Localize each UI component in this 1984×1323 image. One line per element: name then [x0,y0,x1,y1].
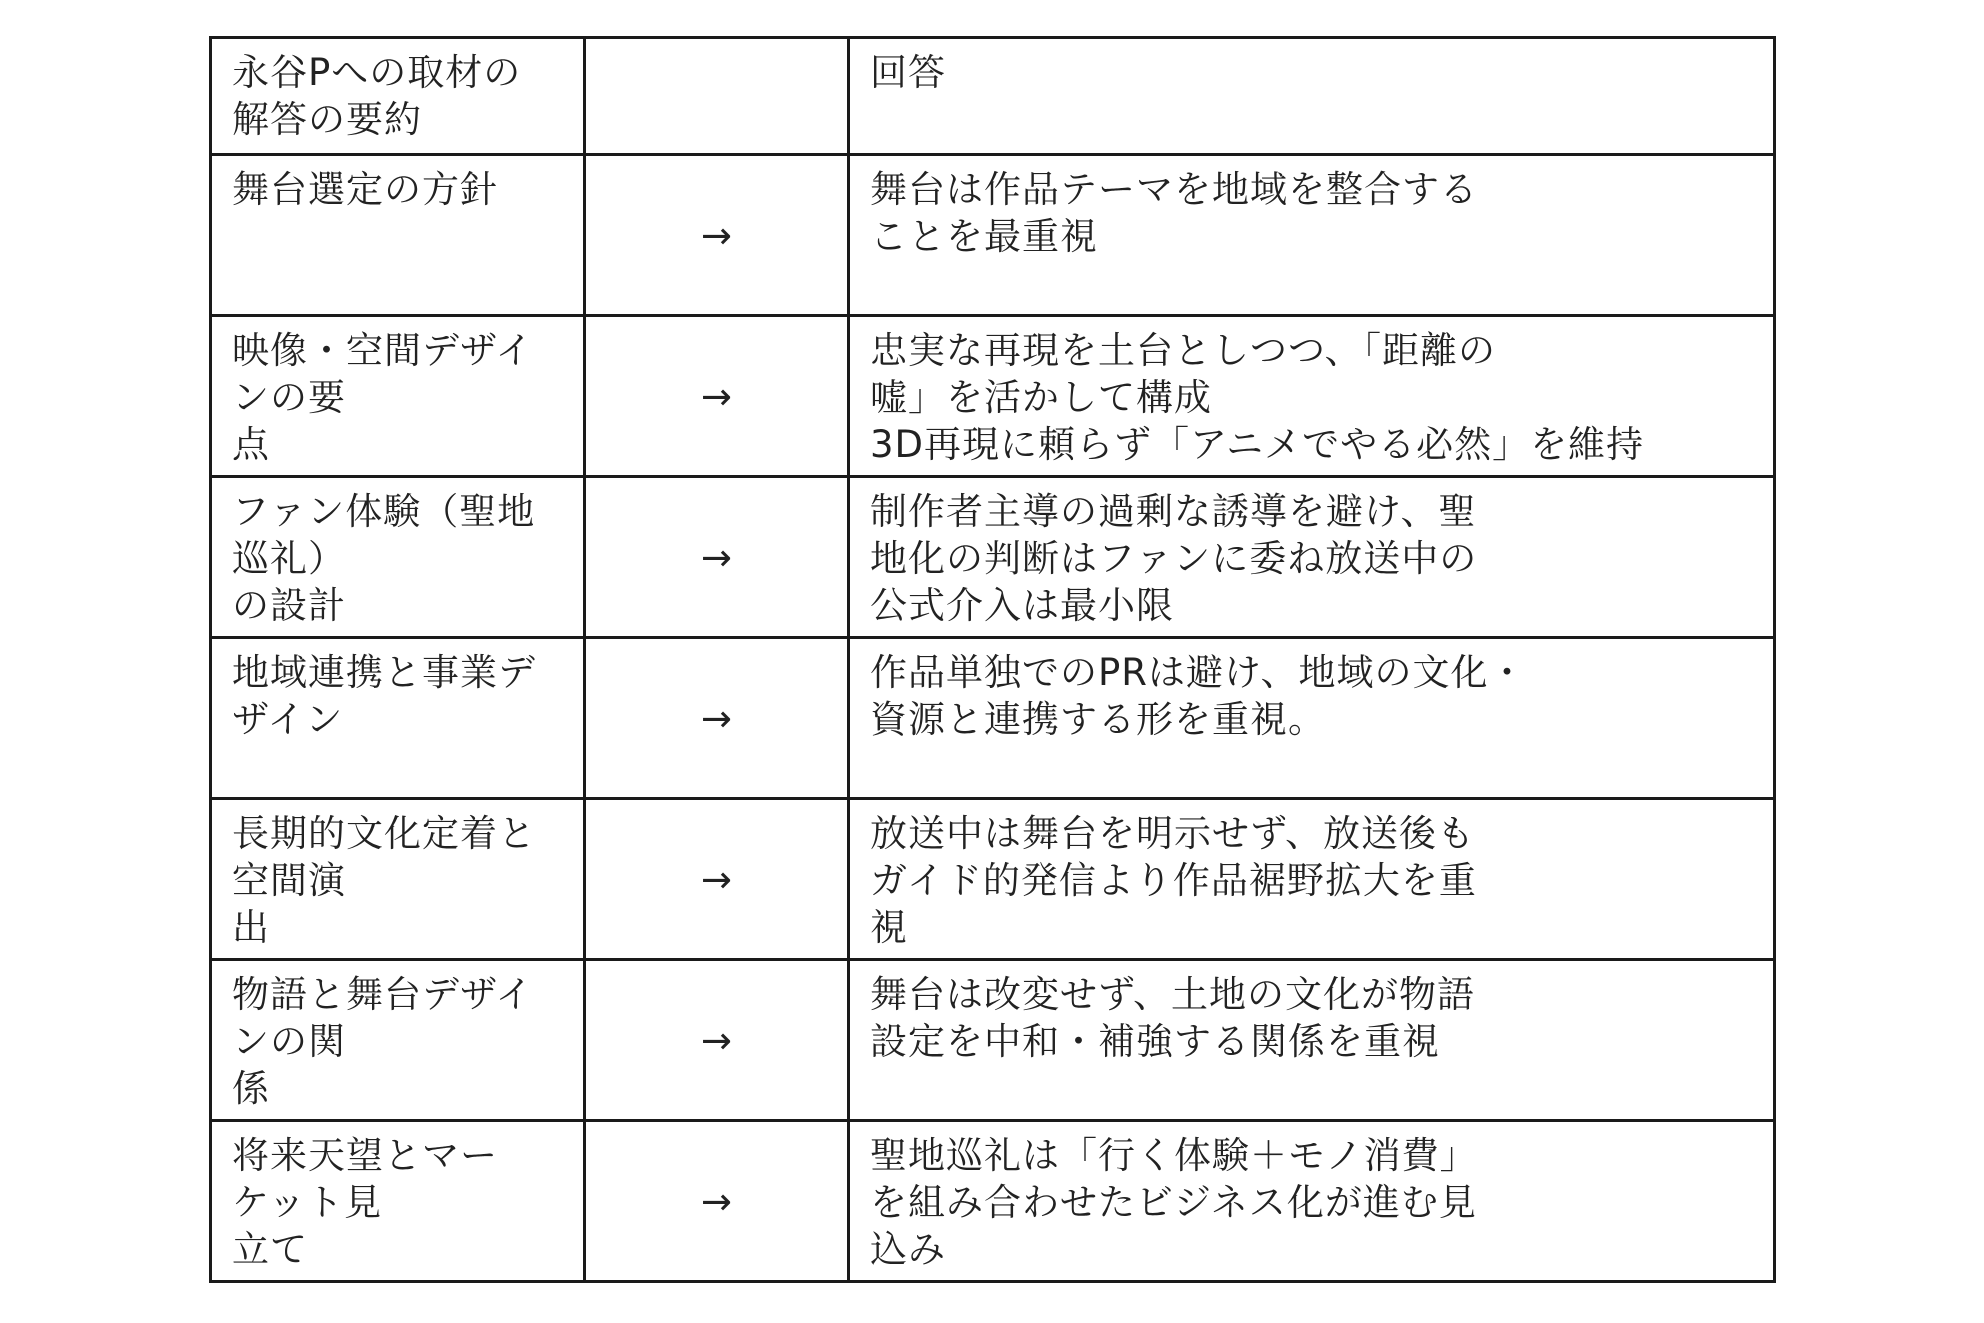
summary-table [209,36,1776,1283]
table-header-row [211,38,1775,155]
answer-cell [849,960,1775,1121]
arrow-icon: → [585,316,849,477]
table-row [211,155,1775,316]
topic-text: ファン体験（聖地 巡礼） の設計 [232,490,536,627]
answer-text: 聖地巡礼は「行く体験＋モノ消費」 を組み合わせたビジネス化が進む見 込み [870,1134,1478,1271]
topic-text: 長期的文化定着と 空間演 出 [232,812,536,949]
arrow-icon: → [585,799,849,960]
topic-cell [211,799,585,960]
topic-cell [211,477,585,638]
table-row [211,316,1775,477]
answer-cell [849,638,1775,799]
header-middle-cell [585,38,849,155]
answer-text: 作品単独でのPRは避け、地域の文化・ 資源と連携する形を重視。 [870,651,1527,741]
topic-cell [211,960,585,1121]
table-row [211,477,1775,638]
header-topic-cell [211,38,585,155]
header-answer-cell [849,38,1775,155]
arrow-icon: → [585,638,849,799]
answer-text: 舞台は改変せず、土地の文化が物語 設定を中和・補強する関係を重視 [870,973,1476,1063]
answer-text: 忠実な再現を土台としつつ、「距離の 嘘」を活かして構成 3D再現に頼らず「アニメでやる必然」を維持 [870,329,1645,466]
answer-text: 放送中は舞台を明示せず、放送後も ガイド的発信より作品裾野拡大を重 視 [870,812,1477,949]
answer-text: 舞台は作品テーマを地域を整合する ことを最重視 [870,168,1478,258]
answer-text: 制作者主導の過剰な誘導を避け、聖 地化の判断はファンに委ね放送中の 公式介入は最小限 [870,490,1478,627]
arrow-icon: → [585,155,849,316]
table-row [211,960,1775,1121]
arrow-icon: → [585,1121,849,1282]
answer-cell [849,1121,1775,1282]
topic-text: 地域連携と事業デ ザイン [232,651,536,741]
answer-cell [849,316,1775,477]
answer-cell [849,155,1775,316]
header-middle-label [586,39,847,49]
topic-cell [211,316,585,477]
topic-cell [211,1121,585,1282]
arrow-icon: → [585,477,849,638]
answer-cell [849,799,1775,960]
answer-cell [849,477,1775,638]
topic-cell [211,155,585,316]
table-row [211,1121,1775,1282]
topic-text: 映像・空間デザイ ンの要 点 [232,329,534,466]
header-topic-label: 永谷Pへの取材の 解答の要約 [232,51,522,141]
arrow-icon: → [585,960,849,1121]
topic-text: 舞台選定の方針 [232,168,498,211]
table-row [211,638,1775,799]
topic-text: 将来天望とマー ケット見 立て [232,1134,498,1271]
table-row [211,799,1775,960]
topic-text: 物語と舞台デザイ ンの関 係 [232,973,534,1110]
header-answer-label: 回答 [870,51,946,94]
topic-cell [211,638,585,799]
